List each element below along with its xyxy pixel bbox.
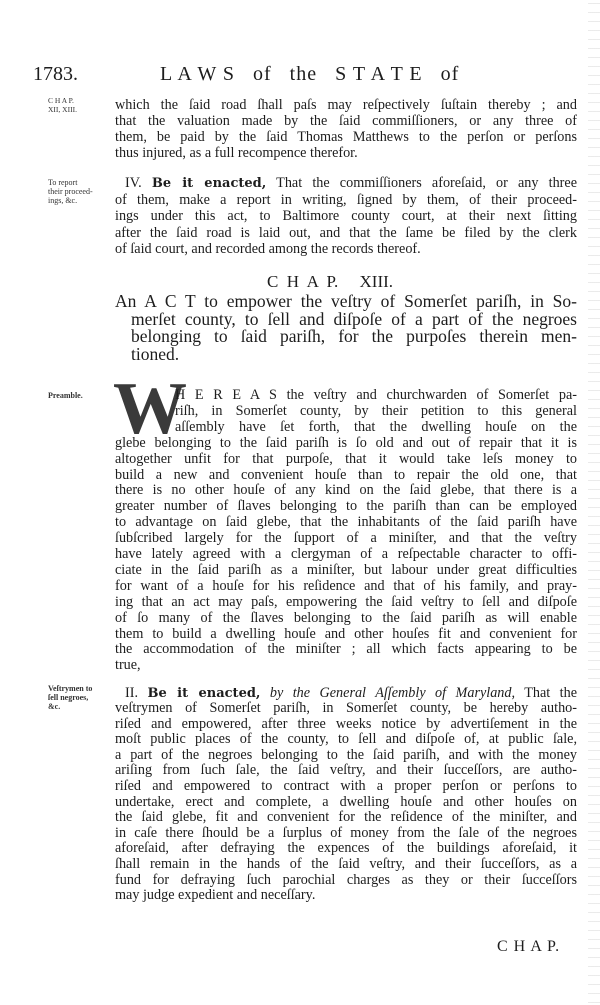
text-line: greater number of ſlaves belonging to the pariſh than can be employed	[115, 498, 577, 515]
text-line: H E R E A S the veſtry and churchwarden of Somerſet pa-	[175, 387, 577, 403]
text-line: which the ſaid road ſhall paſs may reſpectively ſuſtain thereby ; and	[115, 97, 577, 113]
text-line: after the ſaid road is laid out, and that the ſame be filed by the clerk	[115, 224, 577, 241]
note-line: ſell negroes,	[48, 693, 89, 702]
enacting-clause: Be it enacted,	[151, 176, 267, 191]
enacting-clause: Be it enacted,	[147, 686, 261, 701]
italic-run: by the General Aſſembly of Maryland,	[269, 685, 516, 701]
chapter-heading: C H A P. XIII.	[266, 272, 394, 291]
page-edge	[588, 0, 600, 1005]
text-line: moſt public places of the county, to ſell and diſpoſe of, at public ſale,	[115, 731, 577, 748]
text-line: may judge expedient and neceſſary.	[115, 887, 316, 904]
text-line: merſet county, to ſell and diſpoſe of a part of the negroes	[131, 308, 577, 329]
text-line: riſed and empowered to contract with a proper perſon or perſons to	[115, 778, 577, 794]
text-line: undertake, erect and complete, a dwelling houſe and other houſes on	[115, 793, 577, 810]
section-iv-first-line	[125, 175, 577, 192]
text-line: veſtrymen of Somerſet pariſh, in Somerſet county, be hereby autho-	[115, 700, 577, 716]
text-line: a part of the negroes belonging to the ſaid pariſh, and with the money	[115, 746, 577, 763]
note-line: XII, XIII.	[48, 105, 77, 114]
text-line: in caſe there ſhould be a ſurplus of money from the ſale of the negroes	[115, 824, 577, 841]
text-line: ſubſcribed largely for the ſupport of a miniſter, and that the veſtry	[115, 530, 577, 547]
text-line: have lately agreed with a clergyman of a reſpectable character to offi-	[115, 546, 577, 562]
text-line: for want of a houſe for his reſidence and that of his family, and pray-	[115, 577, 577, 594]
text-line: ariſing from ſuch ſale, the ſaid veſtry, and their ſucceſſors, are autho-	[115, 762, 577, 779]
text-line: tioned.	[131, 343, 180, 364]
text-line: aforeſaid, after defraying the expences of the buildings aforeſaid, it	[115, 840, 577, 857]
text-line: build a new and convenient houſe than to repair the old one, that	[115, 466, 577, 483]
text-run: That the	[524, 685, 578, 701]
text-line: ings under this act, to Baltimore county court, at their next ſitting	[115, 208, 577, 225]
note-line: C H A P.	[48, 96, 74, 105]
text-line: there is no other houſe of any kind on the ſaid glebe, that there is a	[115, 482, 577, 499]
text-line: aſſembly have ſet forth, that the dwelling houſe on the	[175, 418, 577, 435]
text-line: altogether unfit for that purpoſe, that it would take leſs money to	[115, 450, 577, 467]
note-line: Veſtrymen to	[48, 684, 93, 693]
catchword: C H A P.	[497, 938, 561, 955]
text-line: ſhall remain in the hands of the ſaid veſtry, and their ſucceſſors, as a	[115, 856, 577, 872]
text-line: belonging to ſaid pariſh, for the purpoſes therein men-	[131, 326, 577, 346]
page-year: 1783.	[33, 63, 78, 85]
text-line: to advantage on ſaid glebe, that the inhabitants of the ſaid pariſh have	[115, 514, 577, 531]
margin-note-vestrymen	[48, 684, 110, 711]
note-line: &c.	[48, 702, 61, 711]
text-line: fund for defraying ſuch parochial charges as they or their ſucceſſors	[115, 871, 577, 888]
margin-note-preamble: Preamble.	[48, 391, 83, 400]
text-line: of ſaid court, and recorded among the records thereof.	[115, 240, 421, 257]
text-line: of them, make a report in writing, ſigned by them, of their proceed-	[115, 192, 577, 208]
note-line: their proceed-	[48, 187, 93, 196]
text-line: the ſaid glebe, fit and convenient for the reſidence of the miniſter, and	[115, 809, 577, 826]
text-line: glebe belonging to the ſaid pariſh is ſo old and out of repair that it is	[115, 434, 577, 451]
text-line: true,	[115, 657, 141, 674]
note-line: ings, &c.	[48, 196, 78, 205]
text-line: riſh, in Somerſet county, by their petition to this general	[175, 402, 577, 419]
text-line: of ſo many of the ſlaves belonging to the ſaid pariſh as will enable	[115, 609, 577, 626]
text-run: That the commiſſioners aforeſaid, or any three	[276, 175, 577, 191]
text-line: riſed and empowered, after three weeks notice by advertiſement in the	[115, 715, 577, 732]
text-line: ciate in the ſaid pariſh as a miniſter, but labour under great difficulties	[115, 561, 577, 578]
section-number: II.	[125, 685, 138, 701]
note-line: To report	[48, 178, 78, 187]
running-title: L A W S of the S T A T E of	[160, 63, 460, 85]
text-line: that the valuation made by the ſaid commiſſioners, or any three of	[115, 113, 577, 129]
drop-cap: W	[113, 368, 185, 450]
margin-note-report	[48, 178, 110, 205]
section-number: IV.	[125, 175, 142, 191]
text-line: the accommodation of the miniſter ; all which facts appearing to be	[115, 641, 577, 658]
margin-note-chap	[48, 96, 110, 114]
text-line: ing that an act may paſs, empowering the ſaid veſtry to ſell and diſpoſe	[115, 593, 577, 610]
text-line: them to build a dwelling houſe and other houſes fit and convenient for	[115, 625, 577, 642]
text-line: An A C T to empower the veſtry of Somerſet pariſh, in So-	[115, 291, 577, 311]
text-line: them, be paid by the ſaid Thomas Matthews to the perſon or perſons	[115, 129, 577, 145]
text-line: thus injured, as a full recompence therefor.	[115, 145, 358, 161]
